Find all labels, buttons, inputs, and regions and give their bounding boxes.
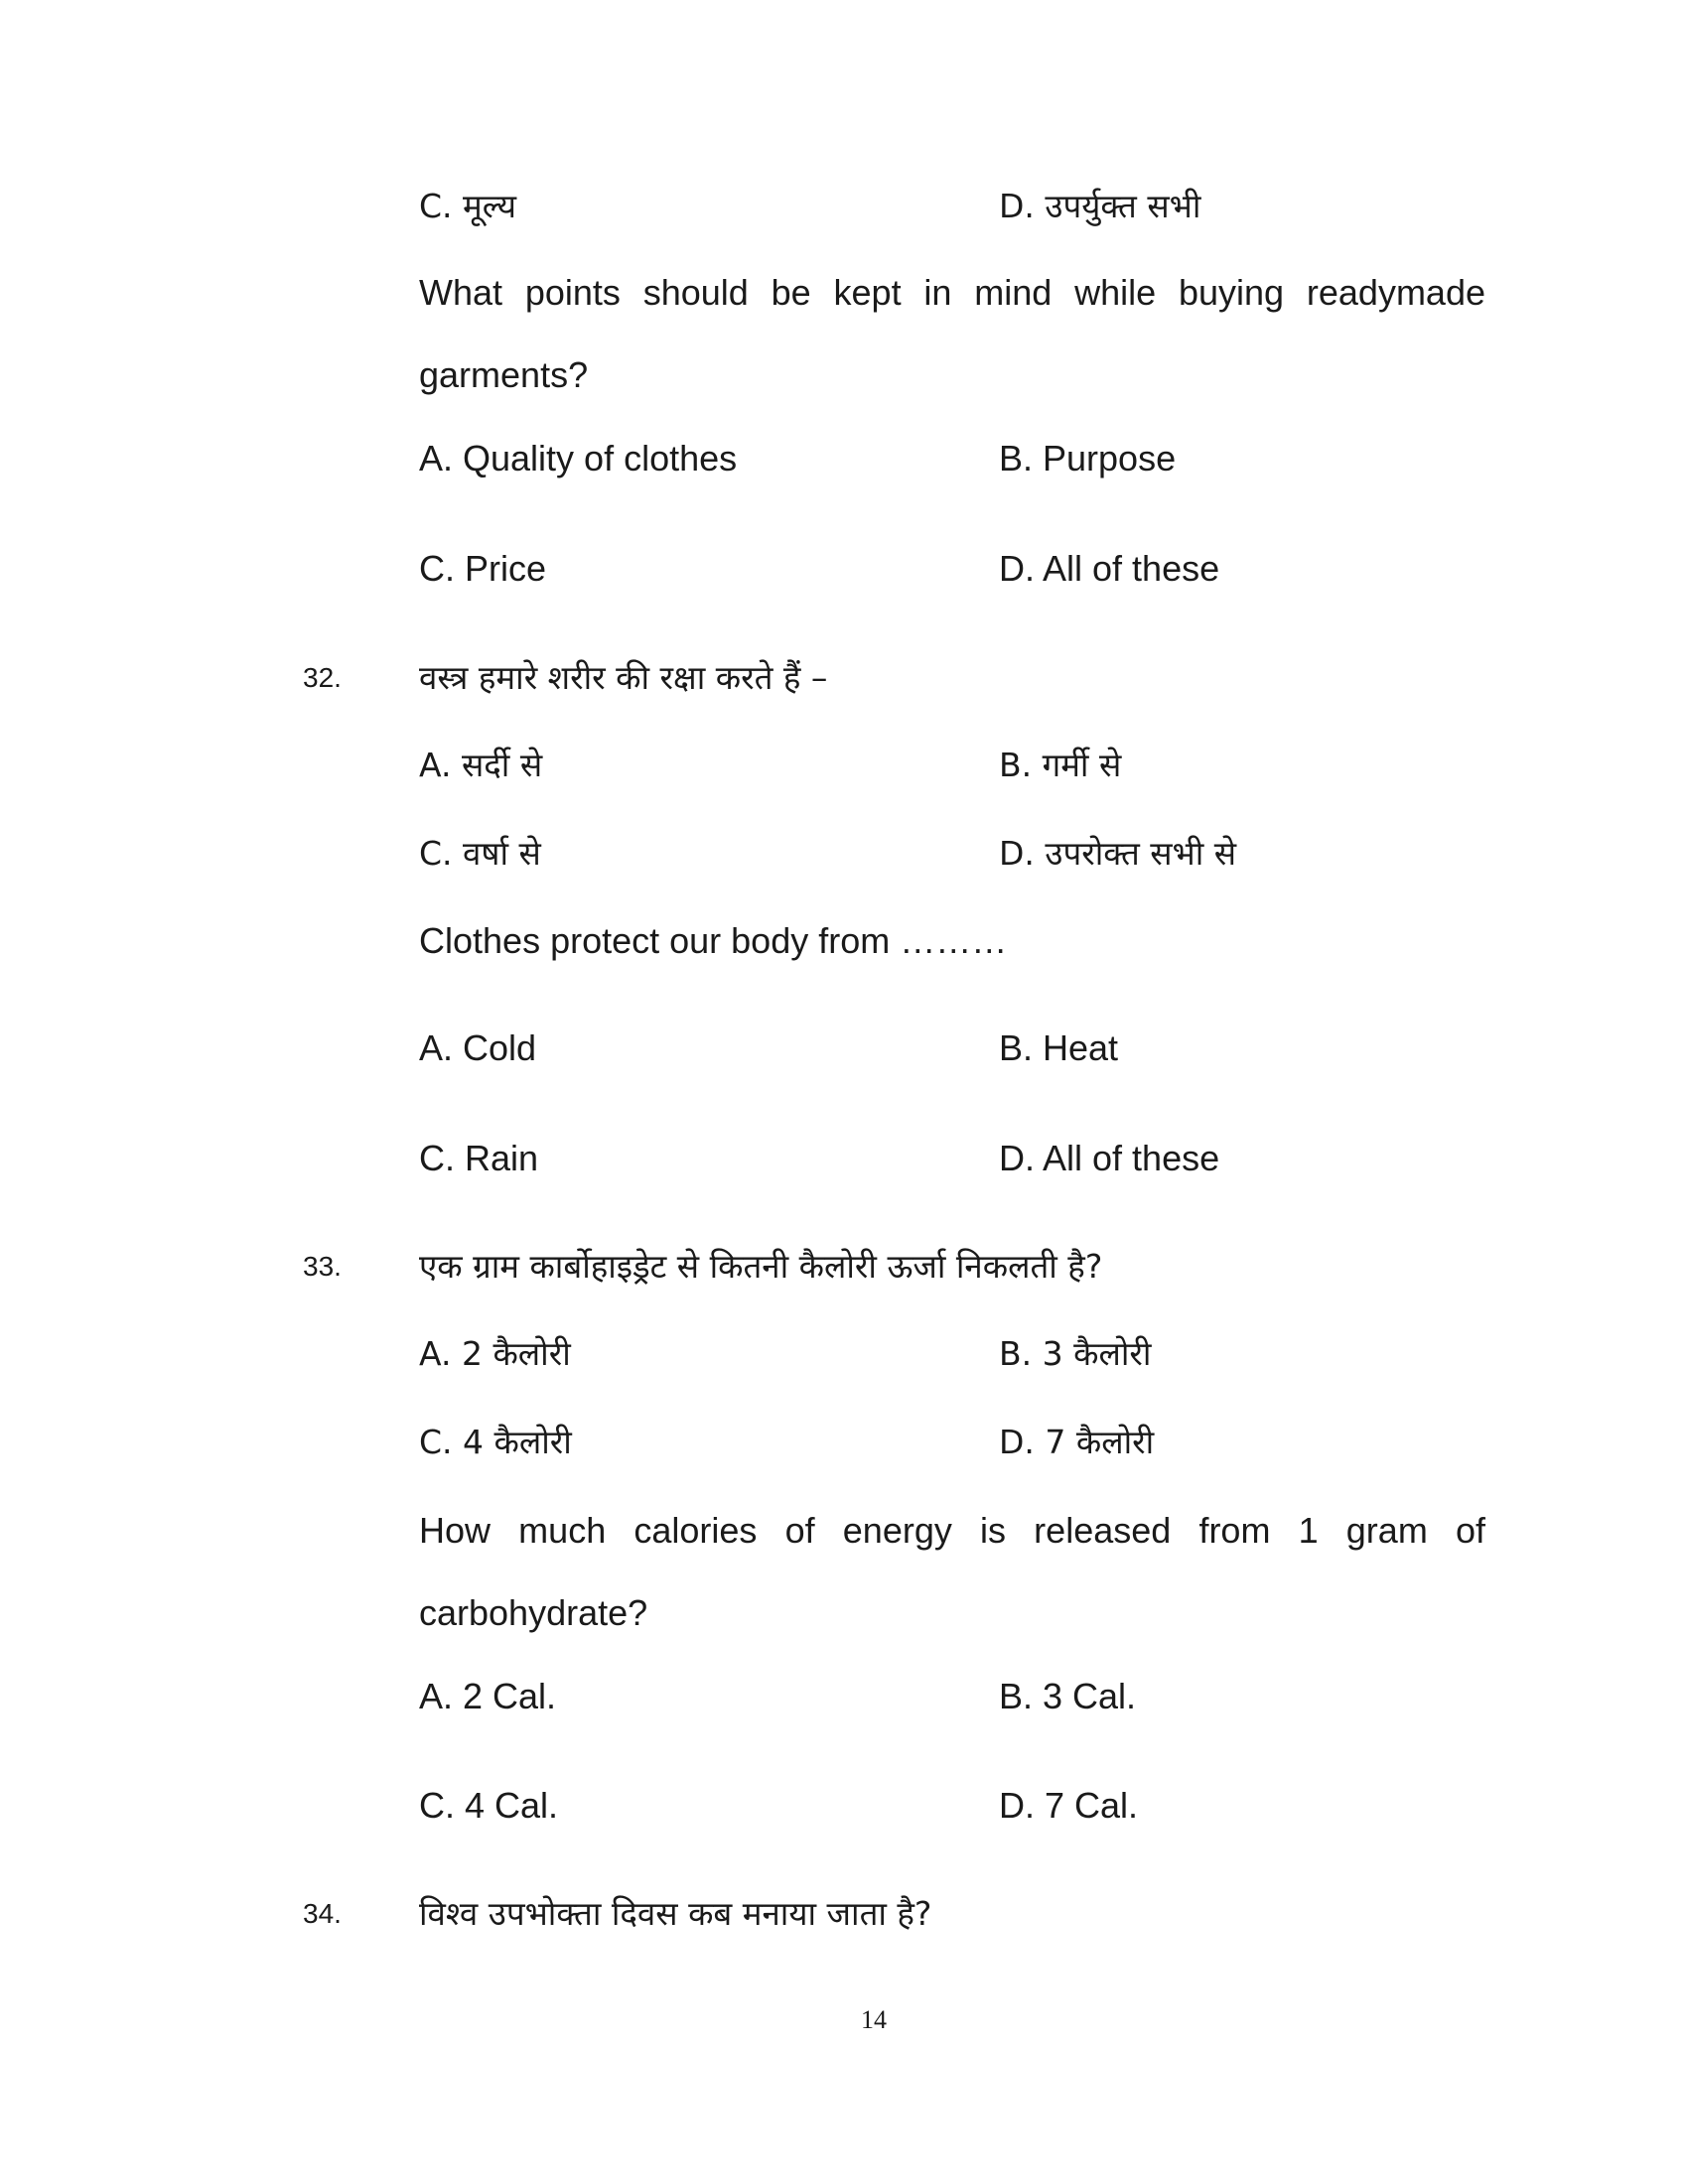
option-c: C. Price [419, 548, 547, 589]
option-row [0, 1781, 1688, 1831]
option-a: A. Cold [419, 1027, 537, 1068]
option-c: C. 4 कैलोरी [419, 1423, 572, 1461]
option-d: D. उपर्युक्त सभी [999, 187, 1201, 225]
option-d: D. All of these [999, 1138, 1220, 1178]
question-text-row [0, 1588, 1688, 1638]
option-row [0, 1418, 1688, 1467]
option-b: B. Heat [999, 1027, 1119, 1068]
option-c: C. वर्षा से [419, 834, 541, 873]
question-text: वस्त्र हमारे शरीर की रक्षा करते हैं – [419, 658, 828, 697]
question-text: विश्व उपभोक्ता दिवस कब मनाया जाता है? [419, 1894, 932, 1933]
question-row [0, 653, 1688, 703]
question-text: How much calories of energy is released from 1 gram of [419, 1510, 1485, 1551]
option-row [0, 741, 1688, 790]
option-a: A. 2 Cal. [419, 1676, 557, 1716]
question-text: एक ग्राम कार्बोहाइड्रेट से कितनी कैलोरी ऊर्जा निकलती है? [419, 1247, 1103, 1286]
option-row [0, 544, 1688, 594]
question-text-row [0, 916, 1688, 966]
option-row [0, 1024, 1688, 1073]
question-number: 32. [303, 662, 342, 693]
option-c: C. Rain [419, 1138, 539, 1178]
page-number: 14 [861, 2005, 887, 2034]
question-text-row [0, 1506, 1688, 1556]
option-row [0, 434, 1688, 483]
option-c: C. 4 Cal. [419, 1785, 559, 1826]
option-a: A. सर्दी से [419, 746, 543, 784]
option-d: D. All of these [999, 548, 1220, 589]
question-row [0, 1242, 1688, 1292]
question-text-row [0, 350, 1688, 400]
option-row [0, 1134, 1688, 1183]
question-text: Clothes protect our body from ……… [419, 920, 1008, 961]
option-b: B. गर्मी से [999, 746, 1122, 784]
question-text: garments? [419, 354, 589, 395]
option-d: D. 7 Cal. [999, 1785, 1139, 1826]
option-row [0, 182, 1688, 231]
option-b: B. 3 Cal. [999, 1676, 1137, 1716]
option-row [0, 1329, 1688, 1379]
option-d: D. उपरोक्त सभी से [999, 834, 1237, 873]
option-c: C. मूल्य [419, 187, 516, 225]
option-row [0, 1672, 1688, 1721]
option-b: B. 3 कैलोरी [999, 1334, 1152, 1373]
option-b: B. Purpose [999, 438, 1177, 478]
question-number: 33. [303, 1251, 342, 1282]
option-d: D. 7 कैलोरी [999, 1423, 1155, 1461]
question-text: What points should be kept in mind while buying readymade [419, 272, 1485, 313]
question-row [0, 1889, 1688, 1939]
question-text-row [0, 268, 1688, 318]
question-text: carbohydrate? [419, 1592, 648, 1633]
option-row [0, 829, 1688, 879]
question-number: 34. [303, 1898, 342, 1929]
option-a: A. 2 कैलोरी [419, 1334, 571, 1373]
option-a: A. Quality of clothes [419, 438, 738, 478]
